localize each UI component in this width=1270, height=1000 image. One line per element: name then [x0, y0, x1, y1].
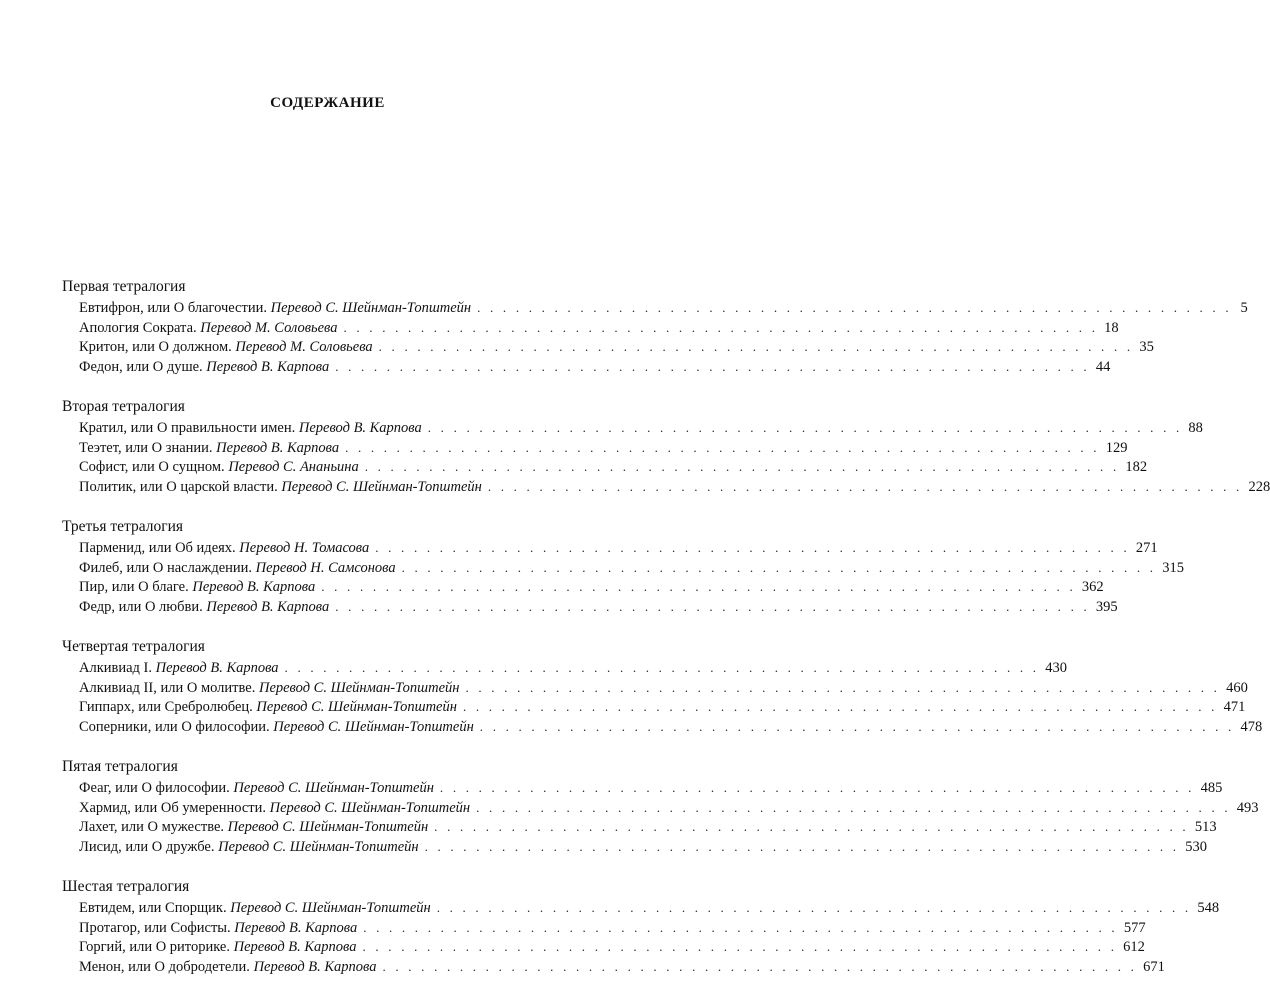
entry-work: Лахет, или О мужестве. — [79, 819, 225, 835]
section-heading: Шестая тетралогия — [62, 878, 190, 895]
entry-translator: Перевод С. Шейнман-Топштейн — [270, 300, 472, 316]
entry-translator: Перевод Н. Томасова — [239, 540, 370, 556]
entry-translator: Перевод С. Шейнман-Топштейн — [273, 718, 474, 735]
entry-work: Федон, или О душе. — [79, 358, 203, 375]
page-title: СОДЕРЖАНИЕ — [270, 95, 385, 111]
toc-entry[interactable] — [79, 438, 1128, 458]
entry-work: Протагор, или Софисты. — [79, 919, 231, 936]
entry-work: Менон, или О добродетели. — [79, 958, 250, 975]
entry-page: 362 — [1081, 579, 1104, 595]
toc-entry[interactable] — [79, 477, 1270, 497]
section-heading: Вторая тетралогия — [62, 398, 185, 415]
dot-leader: . . . . . . . . . . . . . . . . . . . . . . . . . . . . . . . . . . . . . . . . . . . . . . . . . . . . . . . . . . . — [465, 679, 1221, 695]
entry-page: 271 — [1135, 540, 1158, 556]
entry-work: Алкивиад II, или О молитве. — [79, 679, 256, 696]
entry-page: 18 — [1104, 319, 1119, 336]
toc-entry[interactable] — [79, 337, 1154, 357]
toc-entry[interactable] — [79, 717, 1263, 737]
entry-translator: Перевод Н. Самсонова — [255, 559, 396, 576]
toc-entry[interactable] — [79, 538, 1158, 558]
toc-entry[interactable] — [79, 837, 1208, 857]
entry-translator: Перевод С. Шейнман-Топштейн — [230, 900, 431, 916]
entry-translator: Перевод С. Шейнман-Топштейн — [281, 478, 482, 495]
toc-entry[interactable] — [79, 798, 1259, 818]
section-heading: Третья тетралогия — [62, 518, 184, 535]
toc-section — [62, 276, 1248, 376]
table-of-contents — [62, 276, 1270, 996]
dot-leader: . . . . . . . . . . . . . . . . . . . . . . . . . . . . . . . . . . . . . . . . . . . . . . . . . . . . . . . . . . . — [424, 838, 1180, 854]
entry-work: Теэтет, или О знании. — [79, 439, 213, 456]
entry-translator: Перевод В. Карпова — [233, 939, 357, 955]
entry-translator: Перевод В. Карпова — [298, 420, 422, 436]
toc-entry[interactable] — [79, 298, 1248, 318]
entry-translator: Перевод С. Шейнман-Топштейн — [256, 699, 457, 715]
dot-leader: . . . . . . . . . . . . . . . . . . . . . . . . . . . . . . . . . . . . . . . . . . . . . . . . . . . . . . . . . . . — [335, 358, 1090, 374]
toc-section — [62, 876, 1220, 976]
entry-page: 485 — [1200, 780, 1223, 796]
entry-page: 44 — [1095, 358, 1111, 375]
entry-work: Критон, или О должном. — [79, 339, 232, 355]
entry-page: 530 — [1185, 838, 1208, 855]
toc-section — [62, 516, 1184, 616]
toc-entry[interactable] — [79, 318, 1119, 338]
entry-page: 471 — [1223, 699, 1246, 715]
entry-work: Соперники, или О философии. — [79, 718, 270, 735]
entry-page: 460 — [1226, 679, 1248, 696]
entry-page: 577 — [1123, 919, 1146, 936]
dot-leader: . . . . . . . . . . . . . . . . . . . . . . . . . . . . . . . . . . . . . . . . . . . . . . . . . . . . . . . . . . . — [439, 780, 1195, 795]
entry-page: 548 — [1197, 900, 1220, 916]
entry-translator: Перевод В. Карпова — [155, 660, 279, 676]
entry-translator: Перевод В. Карпова — [234, 919, 358, 936]
entry-page: 671 — [1143, 958, 1165, 975]
entry-translator: Перевод В. Карпова — [253, 958, 377, 975]
dot-leader: . . . . . . . . . . . . . . . . . . . . . . . . . . . . . . . . . . . . . . . . . . . . . . . . . . . . . . . . . . . — [434, 819, 1189, 834]
entry-page: 35 — [1139, 339, 1154, 355]
toc-entry[interactable] — [79, 697, 1246, 717]
entry-page: 228 — [1248, 478, 1270, 495]
dot-leader: . . . . . . . . . . . . . . . . . . . . . . . . . . . . . . . . . . . . . . . . . . . . . . . . . . . . . . . . . . . — [401, 559, 1157, 575]
entry-page: 612 — [1123, 939, 1145, 955]
toc-section — [62, 396, 1270, 496]
entry-work: Евтифрон, или О благочестии. — [79, 300, 267, 316]
entry-page: 88 — [1188, 420, 1203, 436]
entry-work: Филеб, или О наслаждении. — [79, 559, 253, 576]
entry-work: Горгий, или О риторике. — [79, 939, 230, 955]
dot-leader: . . . . . . . . . . . . . . . . . . . . . . . . . . . . . . . . . . . . . . . . . . . . . . . . . . . . . . . . . . . — [462, 699, 1218, 714]
entry-work: Гиппарх, или Сребролюбец. — [79, 699, 253, 715]
entry-page: 5 — [1240, 300, 1248, 316]
entry-work: Евтидем, или Спорщик. — [79, 900, 227, 916]
section-heading: Четвертая тетралогия — [62, 638, 205, 655]
dot-leader: . . . . . . . . . . . . . . . . . . . . . . . . . . . . . . . . . . . . . . . . . . . . . . . . . . . . . . . . . . . — [479, 718, 1235, 734]
dot-leader: . . . . . . . . . . . . . . . . . . . . . . . . . . . . . . . . . . . . . . . . . . . . . . . . . . . . . . . . . . . — [284, 660, 1040, 675]
entry-translator: Перевод С. Шейнман-Топштейн — [258, 679, 460, 696]
entry-page: 315 — [1162, 559, 1184, 576]
entry-work: Парменид, или Об идеях. — [79, 540, 236, 556]
dot-leader: . . . . . . . . . . . . . . . . . . . . . . . . . . . . . . . . . . . . . . . . . . . . . . . . . . . . . . . . . . . — [477, 300, 1232, 315]
entry-translator: Перевод В. Карпова — [206, 598, 330, 615]
toc-entry[interactable] — [79, 457, 1148, 477]
dot-leader: . . . . . . . . . . . . . . . . . . . . . . . . . . . . . . . . . . . . . . . . . . . . . . . . . . . . . . . . . . . — [343, 319, 1099, 335]
toc-entry[interactable] — [79, 658, 1067, 678]
dot-leader: . . . . . . . . . . . . . . . . . . . . . . . . . . . . . . . . . . . . . . . . . . . . . . . . . . . . . . . . . . . — [321, 579, 1076, 594]
dot-leader: . . . . . . . . . . . . . . . . . . . . . . . . . . . . . . . . . . . . . . . . . . . . . . . . . . . . . . . . . . . — [364, 459, 1120, 474]
entry-translator: Перевод С. Ананьина — [228, 459, 359, 475]
entry-translator: Перевод В. Карпова — [206, 358, 330, 375]
dot-leader: . . . . . . . . . . . . . . . . . . . . . . . . . . . . . . . . . . . . . . . . . . . . . . . . . . . . . . . . . . . — [436, 900, 1192, 915]
entry-work: Феаг, или О философии. — [79, 780, 230, 796]
toc-entry[interactable] — [79, 597, 1118, 617]
toc-entry[interactable] — [79, 817, 1217, 837]
dot-leader: . . . . . . . . . . . . . . . . . . . . . . . . . . . . . . . . . . . . . . . . . . . . . . . . . . . . . . . . . . . — [378, 339, 1134, 354]
section-heading: Первая тетралогия — [62, 278, 186, 295]
toc-entry[interactable] — [79, 778, 1223, 798]
entry-work: Федр, или О любви. — [79, 598, 203, 615]
entry-work: Лисид, или О дружбе. — [79, 838, 215, 855]
toc-entry[interactable] — [79, 918, 1146, 938]
dot-leader: . . . . . . . . . . . . . . . . . . . . . . . . . . . . . . . . . . . . . . . . . . . . . . . . . . . . . . . . . . . — [375, 540, 1130, 555]
entry-work: Алкивиад I. — [79, 660, 153, 676]
entry-translator: Перевод В. Карпова — [192, 579, 316, 595]
entry-page: 513 — [1194, 819, 1217, 835]
entry-work: Софист, или О сущном. — [79, 459, 225, 475]
toc-entry[interactable] — [79, 558, 1184, 578]
dot-leader: . . . . . . . . . . . . . . . . . . . . . . . . . . . . . . . . . . . . . . . . . . . . . . . . . . . . . . . . . . . — [382, 958, 1138, 974]
entry-page: 493 — [1236, 799, 1259, 816]
entry-work: Хармид, или Об умеренности. — [79, 799, 266, 816]
entry-page: 129 — [1105, 439, 1128, 456]
section-heading: Пятая тетралогия — [62, 758, 178, 775]
toc-entry[interactable] — [79, 418, 1203, 438]
entry-page: 395 — [1095, 598, 1118, 615]
entry-work: Кратил, или О правильности имен. — [79, 420, 296, 436]
entry-page: 478 — [1240, 718, 1263, 735]
entry-translator: Перевод М. Соловьева — [200, 319, 338, 336]
dot-leader: . . . . . . . . . . . . . . . . . . . . . . . . . . . . . . . . . . . . . . . . . . . . . . . . . . . . . . . . . . . — [363, 919, 1118, 935]
entry-work: Апология Сократа. — [79, 319, 197, 336]
entry-page: 430 — [1045, 660, 1067, 676]
entry-translator: Перевод С. Шейнман-Топштейн — [233, 780, 434, 796]
toc-section — [62, 636, 1263, 736]
toc-section — [62, 756, 1259, 856]
entry-translator: Перевод С. Шейнман-Топштейн — [218, 838, 419, 855]
entry-work: Пир, или О благе. — [79, 579, 189, 595]
toc-entry[interactable] — [79, 898, 1220, 918]
toc-entry[interactable] — [79, 577, 1104, 597]
toc-entry[interactable] — [79, 357, 1111, 377]
dot-leader: . . . . . . . . . . . . . . . . . . . . . . . . . . . . . . . . . . . . . . . . . . . . . . . . . . . . . . . . . . . — [362, 939, 1118, 954]
dot-leader: . . . . . . . . . . . . . . . . . . . . . . . . . . . . . . . . . . . . . . . . . . . . . . . . . . . . . . . . . . . — [476, 799, 1231, 815]
dot-leader: . . . . . . . . . . . . . . . . . . . . . . . . . . . . . . . . . . . . . . . . . . . . . . . . . . . . . . . . . . . — [427, 420, 1183, 435]
entry-translator: Перевод В. Карпова — [216, 439, 340, 456]
toc-entry[interactable] — [79, 957, 1165, 977]
toc-entry[interactable] — [79, 678, 1248, 698]
dot-leader: . . . . . . . . . . . . . . . . . . . . . . . . . . . . . . . . . . . . . . . . . . . . . . . . . . . . . . . . . . . — [345, 439, 1100, 455]
entry-work: Политик, или О царской власти. — [79, 478, 278, 495]
toc-entry[interactable] — [79, 937, 1145, 957]
entry-translator: Перевод С. Шейнман-Топштейн — [227, 819, 429, 835]
dot-leader: . . . . . . . . . . . . . . . . . . . . . . . . . . . . . . . . . . . . . . . . . . . . . . . . . . . . . . . . . . . — [487, 478, 1243, 494]
entry-page: 182 — [1125, 459, 1148, 475]
dot-leader: . . . . . . . . . . . . . . . . . . . . . . . . . . . . . . . . . . . . . . . . . . . . . . . . . . . . . . . . . . . — [335, 598, 1090, 614]
entry-translator: Перевод М. Соловьева — [235, 339, 373, 355]
entry-translator: Перевод С. Шейнман-Топштейн — [269, 799, 471, 816]
